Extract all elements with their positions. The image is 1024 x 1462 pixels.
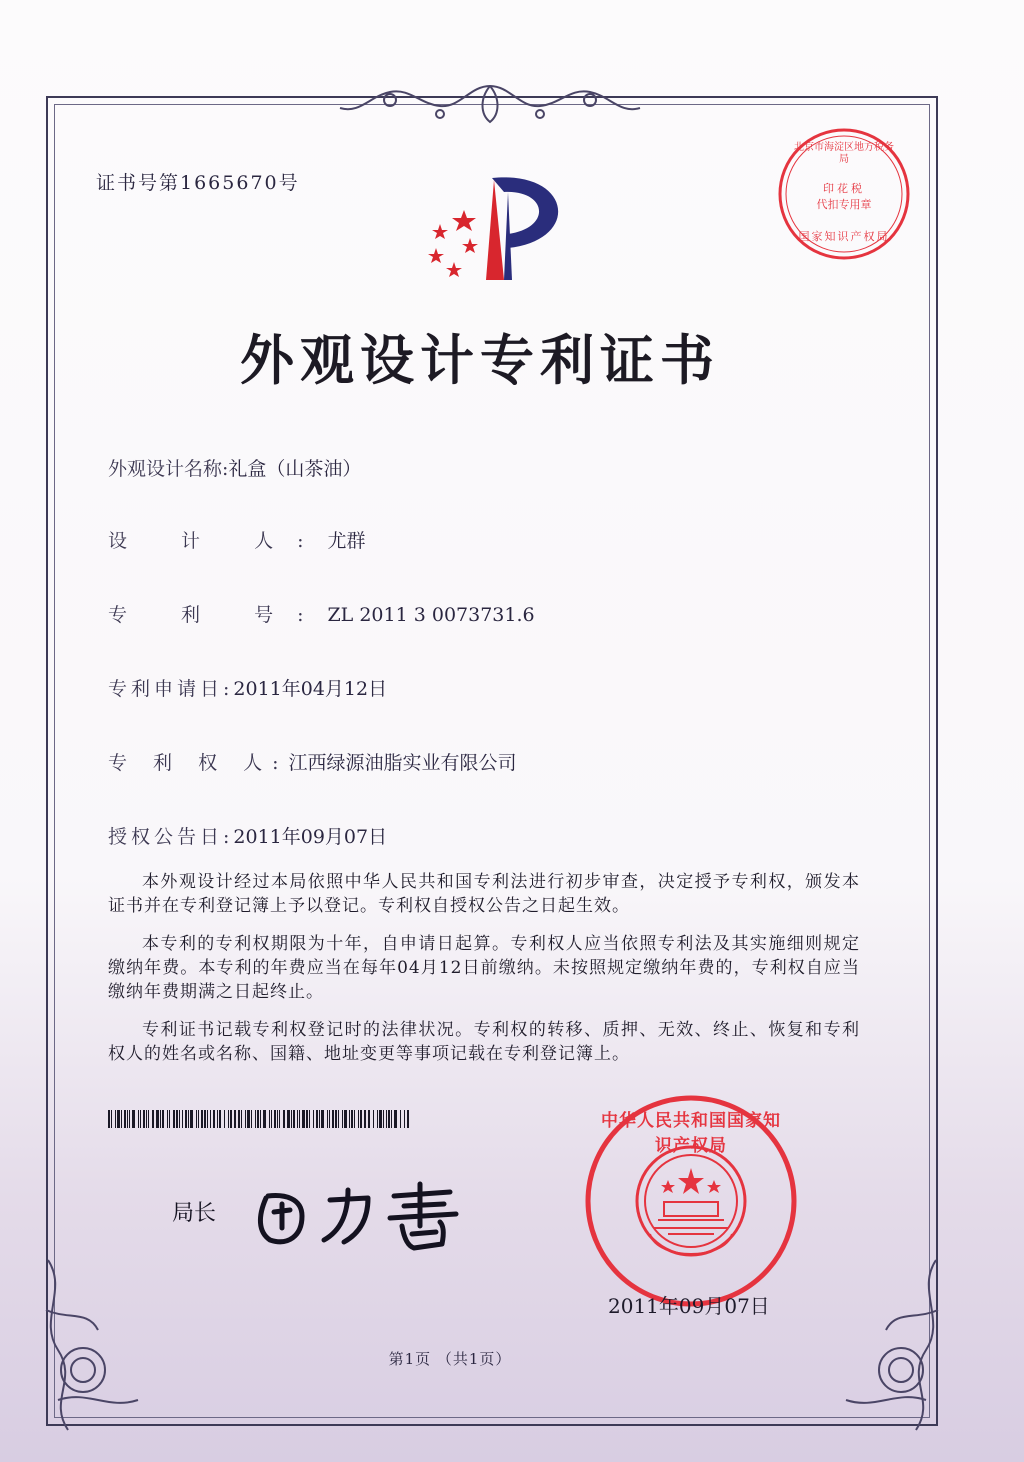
barcode-bar: [251, 1110, 252, 1128]
barcode-bar: [230, 1110, 232, 1128]
tax-stamp-inner-text-1: 印花税: [823, 182, 865, 195]
barcode-bar: [364, 1110, 366, 1128]
field-designer: [108, 526, 366, 553]
barcode-bar: [291, 1110, 292, 1128]
barcode-bar: [313, 1110, 314, 1128]
barcode-bar: [185, 1110, 187, 1128]
barcode-bar: [368, 1110, 370, 1128]
barcode-bar: [121, 1110, 122, 1128]
body-paragraph-3: 专利证书记载专利权登记时的法律状况。专利权的转移、质押、无效、终止、恢复和专利权人的姓名或名称、国籍、地址变更等事项记载在专利登记簿上。: [108, 1020, 860, 1064]
barcode-bar: [287, 1110, 290, 1128]
director-label: 局长: [172, 1201, 217, 1226]
barcode-bar: [263, 1110, 266, 1128]
barcode-bar: [247, 1110, 250, 1128]
page-number: 第1页 （共1页）: [388, 1350, 512, 1368]
barcode-bar: [241, 1110, 242, 1128]
barcode-bar: [271, 1110, 272, 1128]
barcode-bar: [188, 1110, 189, 1128]
barcode-bar: [146, 1110, 147, 1128]
field-grant-date-value: 2011年09月07日: [233, 826, 388, 848]
field-patent-number-value: ZL 2011 3 0073731.6: [327, 604, 535, 626]
barcode-bar: [407, 1110, 409, 1128]
barcode-bar: [344, 1110, 347, 1128]
barcode-bar: [373, 1110, 374, 1128]
barcode-bar: [219, 1110, 221, 1128]
barcode-bar: [152, 1110, 154, 1128]
barcode-bar: [335, 1110, 337, 1128]
barcode-bar: [132, 1110, 135, 1128]
barcode-bar: [332, 1110, 334, 1128]
field-patentee-value: 江西绿源油脂实业有限公司: [288, 752, 517, 774]
barcode-bar: [299, 1110, 300, 1128]
official-seal-text: 中华人民共和国国家知识产权局: [601, 1111, 781, 1156]
barcode-bar: [207, 1110, 208, 1128]
barcode-bar: [234, 1110, 236, 1128]
barcode-bar: [316, 1110, 318, 1128]
barcode-bar: [338, 1110, 339, 1128]
barcode-bar: [257, 1110, 259, 1128]
barcode-bar: [321, 1110, 324, 1128]
barcode-bar: [354, 1110, 355, 1128]
field-application-date: [108, 674, 387, 701]
barcode-bar: [124, 1110, 126, 1128]
barcode-bar: [217, 1110, 218, 1128]
barcode-bar: [297, 1110, 298, 1128]
barcode-bar: [342, 1110, 343, 1128]
barcode-bar: [404, 1110, 405, 1128]
barcode-bar: [108, 1110, 110, 1128]
barcode-bar: [279, 1110, 280, 1128]
barcode-bar: [349, 1110, 350, 1128]
field-patentee-label: 专 利 权 人:: [108, 752, 289, 774]
barcode-bar: [245, 1110, 246, 1128]
barcode-bar: [274, 1110, 276, 1128]
field-design-name-label: 外观设计名称:: [108, 458, 229, 480]
bottom-right-ornament-icon: [836, 1250, 956, 1440]
top-ornament-icon: [330, 78, 650, 128]
barcode-bar: [198, 1110, 199, 1128]
barcode-bar: [269, 1110, 270, 1128]
field-patent-number-label: 专 利 号:: [108, 604, 328, 626]
barcode-bar: [127, 1110, 129, 1128]
field-application-date-value: 2011年04月12日: [233, 678, 388, 700]
official-seal: [584, 1094, 798, 1308]
barcode-bar: [351, 1110, 353, 1128]
barcode-bar: [167, 1110, 168, 1128]
seal-date: 2011年09月07日: [608, 1294, 770, 1318]
barcode-bar: [379, 1110, 382, 1128]
barcode-bar: [156, 1110, 159, 1128]
barcode-bar: [173, 1110, 176, 1128]
barcode-bar: [224, 1110, 225, 1128]
tax-stamp: [774, 124, 914, 264]
barcode-bar: [138, 1110, 139, 1128]
barcode-bar: [319, 1110, 320, 1128]
barcode-bar: [388, 1110, 390, 1128]
barcode-bar: [179, 1110, 180, 1128]
field-patent-number: [108, 600, 535, 627]
barcode-bar: [309, 1110, 310, 1128]
field-application-date-label: 专利申请日:: [108, 678, 234, 700]
barcode-bar: [182, 1110, 183, 1128]
barcode-bar: [386, 1110, 388, 1128]
barcode-bar: [255, 1110, 257, 1128]
barcode-bar: [260, 1110, 261, 1128]
barcode-bar: [377, 1110, 378, 1128]
barcode-bar: [111, 1110, 112, 1128]
barcode-bar: [394, 1110, 397, 1128]
barcode-bar: [190, 1110, 193, 1128]
barcode-bar: [238, 1110, 240, 1128]
barcode-bar: [210, 1110, 211, 1128]
barcode-bar: [302, 1110, 305, 1128]
barcode-bar: [293, 1110, 295, 1128]
barcode-bar: [277, 1110, 278, 1128]
field-patentee: [108, 748, 517, 775]
body-paragraph-2: 本专利的专利权期限为十年，自申请日起算。专利权人应当依照专利法及其实施细则规定缴纳年费。本专利的年费应当在每年04月12日前缴纳。未按照规定缴纳年费的，专利权自应当缴纳年费期满之日起终止。: [108, 934, 860, 1002]
barcode-bar: [358, 1110, 359, 1128]
certificate-number: 证书号第1665670号: [96, 172, 300, 194]
barcode-bar: [160, 1110, 161, 1128]
barcode-bar: [143, 1110, 145, 1128]
director-signature: [244, 1176, 474, 1256]
barcode-bar: [327, 1110, 328, 1128]
barcode-bar: [129, 1110, 130, 1128]
certificate-title: 外观设计专利证书: [240, 328, 720, 392]
barcode-bar: [383, 1110, 384, 1128]
tax-stamp-bottom-text: 国家知识产权局: [798, 230, 890, 243]
barcode-bar: [391, 1110, 392, 1128]
field-designer-value: 尤群: [327, 530, 366, 552]
barcode-bar: [148, 1110, 149, 1128]
field-design-name-value: 礼盒（山茶油）: [228, 458, 362, 480]
barcode-bar: [201, 1110, 203, 1128]
barcode-bar: [169, 1110, 170, 1128]
barcode-bar: [283, 1110, 285, 1128]
bottom-left-ornament-icon: [28, 1250, 148, 1440]
barcode-bar: [213, 1110, 216, 1128]
field-design-name: [108, 454, 361, 481]
barcode-bar: [176, 1110, 178, 1128]
barcode-bar: [162, 1110, 164, 1128]
barcode-bar: [228, 1110, 229, 1128]
barcode-bar: [400, 1110, 401, 1128]
field-grant-date-label: 授权公告日:: [108, 826, 234, 848]
barcode-bar: [140, 1110, 141, 1128]
body-paragraph-1: 本外观设计经过本局依照中华人民共和国专利法进行初步审查，决定授予专利权，颁发本证书并在专利登记簿上予以登记。专利权自授权公告之日起生效。: [108, 872, 860, 916]
barcode-bar: [115, 1110, 116, 1128]
barcode-bar: [117, 1110, 120, 1128]
barcode-bar: [306, 1110, 308, 1128]
tax-stamp-inner-text-2: 代扣专用章: [816, 198, 872, 211]
field-designer-label: 设 计 人:: [108, 530, 328, 552]
patent-office-logo-icon: [412, 170, 582, 290]
barcode-bar: [196, 1110, 197, 1128]
barcode-bar: [204, 1110, 206, 1128]
tax-stamp-outer-text: 北京市海淀区地方税务局: [794, 142, 894, 165]
field-grant-date: [108, 822, 387, 849]
barcode-bar: [329, 1110, 330, 1128]
barcode: [108, 1110, 410, 1128]
barcode-bar: [360, 1110, 362, 1128]
